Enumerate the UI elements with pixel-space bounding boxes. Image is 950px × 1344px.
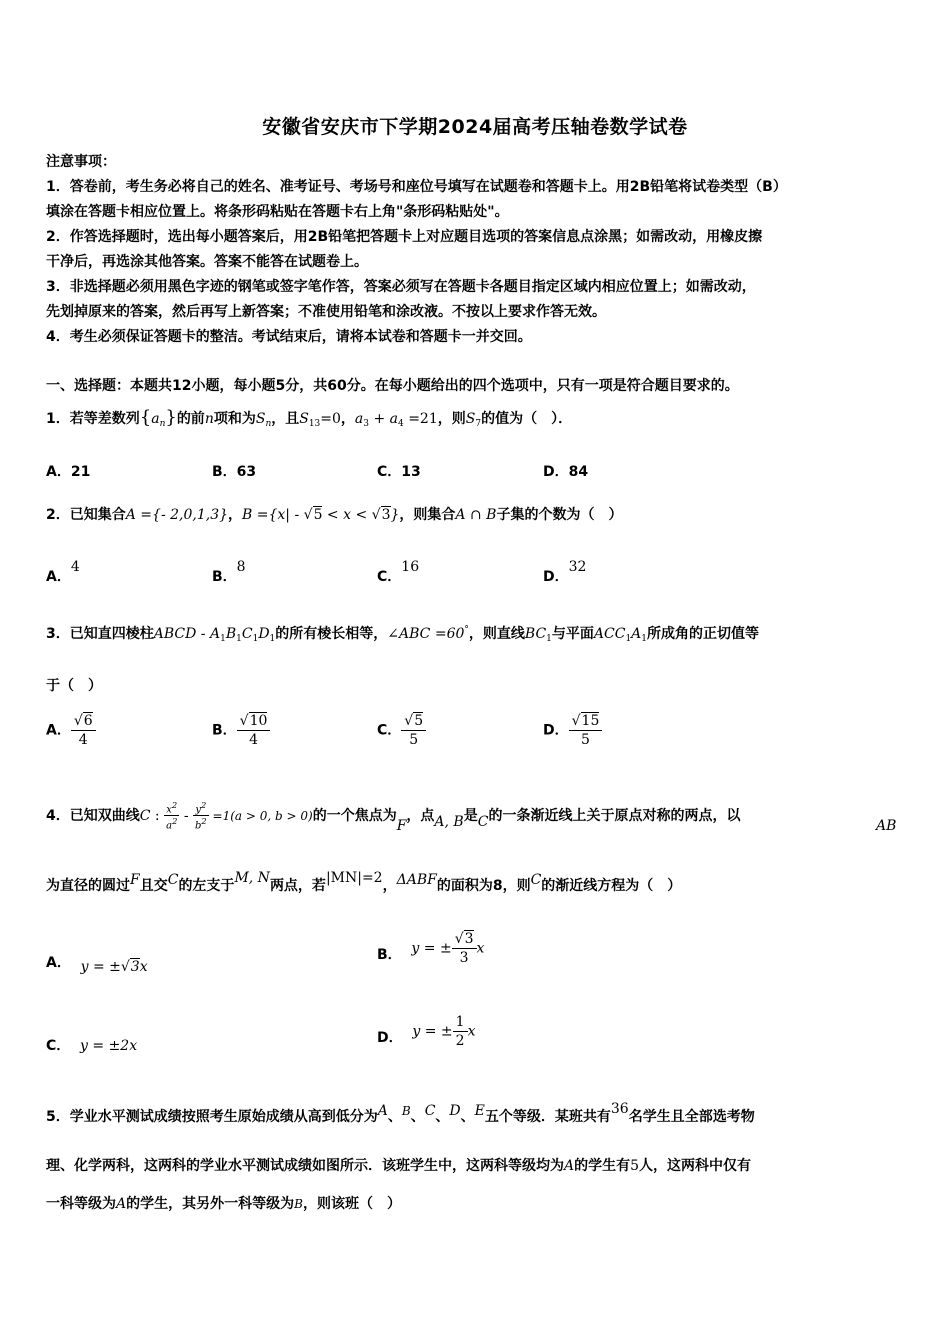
- q2-option-b[interactable]: B．8: [212, 559, 246, 585]
- notice-line-3a: 3．非选择题必须用黑色字迹的钢笔或签字笔作答，答案必须写在答题卡各题目指定区域内相应位置上；如需改动，: [46, 279, 756, 295]
- notice-line-2b: 干净后，再选涂其他答案。答案不能答在试题卷上。: [46, 254, 368, 270]
- x-squared-over-a-squared: $\frac{x^2}{a^2}$: [166, 800, 178, 832]
- question-5-stem-cont-2: 一科等级为A的学生，其另外一科等级为B，则该班（ ）: [46, 1196, 401, 1212]
- q3-option-a[interactable]: A． $\frac{√6}{4}$: [46, 712, 96, 749]
- q1-option-b[interactable]: B．63: [212, 464, 257, 480]
- notice-heading: 注意事项：: [46, 154, 116, 170]
- question-5-stem-cont: 理、化学两科，这两科的学业水平测试成绩如图所示．该班学生中，这两科等级均为A的学生有5人，这两科中仅有: [46, 1158, 752, 1174]
- set-brace: {: [139, 407, 152, 428]
- notice-line-4: 4．考生必须保证答题卡的整洁。考试结束后，请将本试卷和答题卡一并交回。: [46, 329, 532, 345]
- q4-option-c[interactable]: C． y = ±2x: [46, 1038, 138, 1054]
- q3-option-b[interactable]: B． $\frac{√10}{4}$: [212, 712, 270, 749]
- question-4-stem: 4．已知双曲线C : $\frac{x^2}{a^2}$ - $\frac{y^2}{b^2}$ =1(a > 0, b > 0)的一个焦点为F，点A, B是C的一条渐近线上关于原点对称的两点，以: [46, 800, 741, 834]
- segment-ab: AB: [876, 818, 897, 834]
- notice-line-2a: 2．作答选择题时，选出每小题答案后，用2B铅笔把答题卡上对应题目选项的答案信息点涂黑；如需改动，用橡皮擦: [46, 229, 763, 245]
- question-2-stem: 2．已知集合A ={- 2,0,1,3}，B ={x| - √5 < x < √3}，则集合A ∩ B子集的个数为（ ）: [46, 507, 623, 523]
- q3-option-c[interactable]: C． $\frac{√5}{5}$: [377, 712, 426, 749]
- q1-option-a[interactable]: A．21: [46, 464, 91, 480]
- notice-line-1b: 填涂在答题卡相应位置上。将条形码粘贴在答题卡右上角"条形码粘贴处"。: [46, 204, 509, 220]
- y-squared-over-b-squared: $\frac{y^2}{b^2}$: [195, 800, 207, 832]
- q1-option-d[interactable]: D．84: [543, 464, 589, 480]
- section-heading: 一、选择题：本题共12小题，每小题5分，共60分。在每小题给出的四个选项中，只有一项是符合题目要求的。: [46, 378, 739, 394]
- q2-option-a[interactable]: A．4: [46, 559, 80, 585]
- q3-option-d[interactable]: D． $\frac{√15}{5}$: [543, 712, 602, 749]
- q2-option-c[interactable]: C．16: [377, 559, 420, 585]
- notice-line-3b: 先划掉原来的答案，然后再写上新答案；不准使用铅笔和涂改液。不按以上要求作答无效。: [46, 304, 606, 320]
- page-title: 安徽省安庆市下学期2024届高考压轴卷数学试卷: [262, 116, 688, 138]
- question-4-stem-cont: 为直径的圆过F且交C的左支于M, N两点，若|MN|=2，ΔABF的面积为8，则C的渐近线方程为（ ）: [46, 870, 682, 894]
- q2-option-d[interactable]: D．32: [543, 559, 587, 585]
- sqrt-symbol: √: [303, 507, 313, 523]
- question-1-stem: 1．若等差数列$\{a_n\}$的前n项和为$S_n$，且$S_{13}=0$，$a_3 + a_4 =21$，则$S_7$的值为（ ）．: [46, 407, 573, 429]
- q1-option-c[interactable]: C．13: [377, 464, 421, 480]
- q4-option-d[interactable]: D． y = ± $\frac{1}{2}$ x: [377, 1014, 476, 1049]
- question-3-stem: 3．已知直四棱柱ABCD - $A_1B_1C_1D_1$的所有棱长相等，∠ABC =60°，则直线$BC_1$与平面$ACC_1A_1$所成角的正切值等: [46, 625, 760, 644]
- q4-option-b[interactable]: B． y = ± $\frac{√3}{3}$ x: [377, 931, 485, 966]
- question-5-stem: 5．学业水平测试成绩按照考生原始成绩从高到低分为A、B、C、D、E五个等级．某班共有36名学生且全部选考物: [46, 1101, 755, 1125]
- q4-option-a[interactable]: A． y = ±√3x: [46, 955, 148, 975]
- notice-line-1a: 1．答卷前，考生务必将自己的姓名、准考证号、考场号和座位号填写在试题卷和答题卡上。用2B铅笔将试卷类型（B）: [46, 179, 787, 195]
- question-3-stem-cont: 于（ ）: [46, 678, 102, 694]
